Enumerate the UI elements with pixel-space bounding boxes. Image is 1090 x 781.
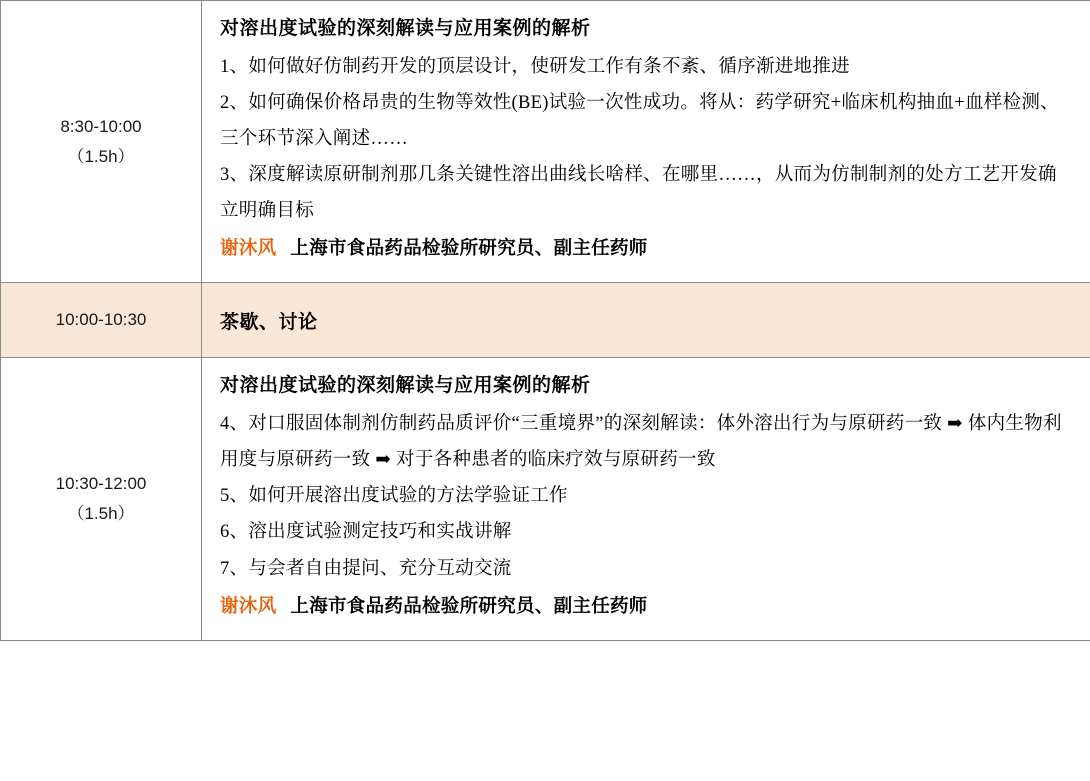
speaker-title: 上海市食品药品检验所研究员、副主任药师 <box>290 596 648 617</box>
session-point: 2、如何确保价格昂贵的生物等效性(BE)试验一次性成功。将从：药学研究+临床机构抽血+血样检测、三个环节深入阐述…… <box>220 93 1059 150</box>
break-title: 茶歇、讨论 <box>220 311 318 333</box>
speaker-name: 谢沐风 <box>220 596 277 617</box>
session-cell <box>202 358 1090 640</box>
session-point: 6、溶出度试验测定技巧和实战讲解 <box>220 522 512 543</box>
time-cell <box>1 283 202 358</box>
time-cell <box>1 358 202 640</box>
speaker-line <box>220 231 1074 268</box>
session-title: 对溶出度试验的深刻解读与应用案例的解析 <box>220 18 591 39</box>
table-row <box>1 358 1090 640</box>
session-point: 7、与会者自由提问、充分互动交流 <box>220 558 512 579</box>
session-point: 3、深度解读原研制剂那几条关键性溶出曲线长啥样、在哪里……，从而为仿制制剂的处方工艺开发确立明确目标 <box>220 165 1057 222</box>
session-title: 对溶出度试验的深刻解读与应用案例的解析 <box>220 375 591 397</box>
speaker-title: 上海市食品药品检验所研究员、副主任药师 <box>290 239 648 260</box>
speaker-name: 谢沐风 <box>220 239 277 260</box>
speaker-line <box>220 589 1074 626</box>
session-point: 5、如何开展溶出度试验的方法学验证工作 <box>220 486 568 507</box>
session-point: 4、对口服固体制剂仿制药品质评价“三重境界”的深刻解读：体外溶出行为与原研药一致 ➡ 体内生物利用度与原研药一致 ➡ 对于各种患者的临床疗效与原研药一致 <box>220 414 1062 471</box>
table-row <box>1 1 1090 283</box>
time-range: 8:30-10:00 <box>60 116 142 136</box>
session-cell <box>202 1 1090 283</box>
time-cell <box>1 1 202 283</box>
time-duration: （1.5h） <box>67 146 135 166</box>
table-row-break <box>1 283 1090 358</box>
time-range: 10:30-12:00 <box>55 474 147 494</box>
time-range: 10:00-10:30 <box>55 310 147 330</box>
session-point: 1、如何做好仿制药开发的顶层设计，使研发工作有条不紊、循序渐进地推进 <box>220 57 850 78</box>
time-duration: （1.5h） <box>67 503 135 523</box>
break-cell <box>202 283 1090 358</box>
